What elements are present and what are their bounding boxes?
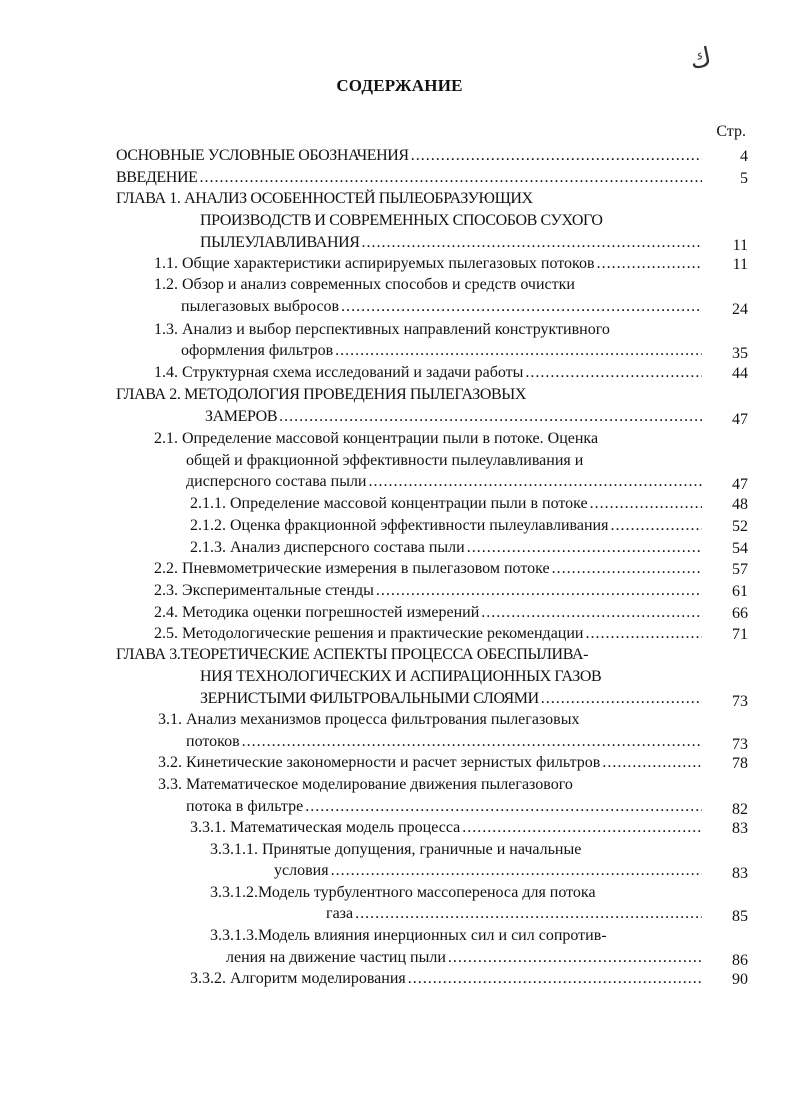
toc-entry-text: 3.3.1.3.Модель влияния инерционных сил и сил сопротив- — [210, 927, 607, 944]
toc-entry-line — [190, 537, 702, 558]
toc-entry-text: 3.3.1. Математическая модель процесса — [190, 819, 461, 836]
toc-entry-text: 3.3.2. Алгоритм моделирования — [190, 970, 406, 987]
toc-entry-text: 3.2. Кинетические закономерности и расчет зернистых фильтров — [158, 754, 601, 771]
dot-leader — [539, 688, 702, 709]
toc-entry-line — [154, 623, 702, 644]
toc-entry-text: 3.1. Анализ механизмов процесса фильтрования пылегазовых — [158, 711, 580, 728]
toc-entry-line — [154, 558, 702, 579]
dot-leader — [608, 515, 702, 536]
toc-page-number: 73 — [732, 693, 748, 710]
toc-page-number: 52 — [732, 518, 748, 535]
toc-entry-line — [200, 232, 702, 253]
toc-entry-text: 3.3.1.1. Принятые допущения, граничные и начальные — [210, 841, 582, 858]
dot-leader — [277, 406, 702, 427]
toc-entry-line — [186, 450, 702, 471]
toc-entry-text: ГЛАВА 3.ТЕОРЕТИЧЕСКИЕ АСПЕКТЫ ПРОЦЕССА ОБЕСПЫЛИВА- — [116, 646, 589, 663]
toc-page-number: 4 — [740, 148, 748, 165]
toc-entry-text: 2.2. Пневмометрические измерения в пылегазовом потоке — [154, 560, 550, 577]
toc-entry-line — [190, 968, 702, 989]
toc-page-number: 24 — [732, 301, 748, 318]
toc-entry-text: 2.4. Методика оценки погрешностей измерений — [154, 604, 480, 621]
dot-leader — [588, 493, 702, 514]
toc-page-number: 78 — [732, 755, 748, 772]
toc-entry-text: ГЛАВА 2. МЕТОДОЛОГИЯ ПРОВЕДЕНИЯ ПЫЛЕГАЗОВЫХ — [116, 386, 527, 403]
toc-entry-text: 1.1. Общие характеристики аспирируемых пылегазовых потоков — [154, 255, 595, 272]
toc-entry-text: ПЫЛЕУЛАВЛИВАНИЯ — [200, 234, 360, 251]
toc-entry-text: 2.1. Определение массовой концентрации пыли в потоке. Оценка — [154, 430, 599, 447]
toc-entry-text: дисперсного состава пыли — [186, 473, 367, 490]
toc-page-number: 47 — [732, 476, 748, 493]
toc-entry-line — [186, 796, 702, 817]
dot-leader — [240, 731, 702, 752]
toc-page-number: 73 — [732, 736, 748, 753]
toc-entry-line — [116, 145, 702, 166]
toc-page-number: 54 — [732, 540, 748, 557]
toc-entry-line — [210, 839, 702, 860]
toc-entry-text: 1.2. Обзор и анализ современных способов и средств очистки — [154, 276, 575, 293]
toc-entry-line — [186, 471, 702, 492]
toc-entry-text: 1.4. Структурная схема исследований и задачи работы — [154, 364, 524, 381]
toc-entry-text: потока в фильтре — [186, 798, 304, 815]
dot-leader — [374, 580, 702, 601]
toc-page-number: 11 — [732, 237, 748, 254]
page-column-header: Стр. — [716, 123, 746, 140]
toc-entry-line — [181, 340, 702, 361]
toc-page-number: 90 — [732, 971, 748, 988]
toc-entry-line — [154, 580, 702, 601]
toc-entry-text: ЗАМЕРОВ — [205, 408, 278, 425]
toc-entry-line — [186, 731, 702, 752]
dot-leader — [329, 860, 702, 881]
page-title: СОДЕРЖАНИЕ — [336, 76, 463, 95]
dot-leader — [339, 296, 702, 317]
toc-entry-text: 2.1.1. Определение массовой концентрации пыли в потоке — [190, 495, 588, 512]
toc-entry-text: 2.1.2. Оценка фракционной эффективности пылеулавливания — [190, 517, 609, 534]
toc-page-number: 83 — [732, 820, 748, 837]
toc-entry-text: НИЯ ТЕХНОЛОГИЧЕСКИХ И АСПИРАЦИОННЫХ ГАЗОВ — [200, 668, 602, 685]
toc-entry-line — [226, 947, 702, 968]
toc-entry-text: потоков — [186, 733, 240, 750]
toc-entry-line — [200, 210, 702, 231]
toc-entry-line — [154, 602, 702, 623]
toc-page-number: 61 — [732, 583, 748, 600]
dot-leader — [353, 903, 702, 924]
dot-leader — [600, 752, 702, 773]
dot-leader — [406, 968, 702, 989]
dot-leader — [550, 558, 702, 579]
dot-leader — [333, 340, 702, 361]
toc-entry-text: 2.5. Методологические решения и практические рекомендации — [154, 625, 584, 642]
toc-page-number: 44 — [732, 365, 748, 382]
toc-page-number: 86 — [732, 952, 748, 969]
toc-entry-line — [154, 428, 702, 449]
toc-entry-line — [200, 688, 702, 709]
dot-leader — [523, 362, 702, 383]
toc-page-number: 82 — [732, 801, 748, 818]
dot-leader — [479, 602, 702, 623]
toc-page-number: 35 — [732, 345, 748, 362]
toc-page-number: 71 — [732, 626, 748, 643]
toc-entry-text: условия — [274, 862, 329, 879]
toc-entry-text: 3.3.1.2.Модель турбулентного массопереноса для потока — [210, 884, 596, 901]
toc-entry-text: 2.1.3. Анализ дисперсного состава пыли — [190, 539, 465, 556]
toc-entry-line — [210, 882, 702, 903]
dot-leader — [409, 145, 702, 166]
dot-leader — [460, 817, 702, 838]
dot-leader — [465, 537, 702, 558]
toc-entry-text: ления на движение частиц пыли — [226, 949, 446, 966]
toc-entry-text: ЗЕРНИСТЫМИ ФИЛЬТРОВАЛЬНЫМИ СЛОЯМИ — [200, 690, 539, 707]
dot-leader — [198, 167, 703, 188]
toc-page-number: 66 — [732, 605, 748, 622]
toc-entry-line — [116, 188, 702, 209]
toc-page-number: 83 — [732, 865, 748, 882]
dot-leader — [583, 623, 702, 644]
toc-page-number: 11 — [732, 256, 748, 273]
toc-entry-line — [190, 493, 702, 514]
toc-page-number: 85 — [732, 908, 748, 925]
toc-entry-line — [154, 274, 702, 295]
toc-entry-line — [154, 253, 702, 274]
toc-entry-text: ВВЕДЕНИЕ — [116, 169, 198, 186]
toc-entry-line — [210, 925, 702, 946]
toc-page-number: 47 — [732, 411, 748, 428]
toc-entry-text: ГЛАВА 1. АНАЛИЗ ОСОБЕННОСТЕЙ ПЫЛЕОБРАЗУЮЩИХ — [116, 190, 533, 207]
toc-page-number: 48 — [732, 496, 748, 513]
toc-entry-text: 2.3. Экспериментальные стенды — [154, 582, 374, 599]
toc-entry-text: общей и фракционной эффективности пылеулавливания и — [186, 452, 584, 469]
dot-leader — [360, 232, 702, 253]
toc-entry-line — [274, 860, 702, 881]
toc-entry-line — [116, 644, 702, 665]
toc-entry-text: 1.3. Анализ и выбор перспективных направлений конструктивного — [154, 321, 610, 338]
toc-entry-text: газа — [326, 905, 354, 922]
toc-entry-line — [190, 515, 702, 536]
toc-entry-line — [158, 752, 702, 773]
toc-entry-line — [154, 319, 702, 340]
dot-leader — [303, 796, 702, 817]
toc-entry-text: оформления фильтров — [181, 342, 334, 359]
toc-entry-line — [326, 903, 702, 924]
toc-entry-line — [154, 362, 702, 383]
toc-entry-line — [116, 384, 702, 405]
dot-leader — [446, 947, 702, 968]
toc-entry-line — [116, 167, 702, 188]
handwritten-page-mark: ك — [687, 42, 715, 76]
toc-entry-text: пылегазовых выбросов — [181, 298, 340, 315]
toc-entry-line — [205, 406, 702, 427]
dot-leader — [367, 471, 703, 492]
toc-page-number: 5 — [740, 170, 748, 187]
toc-page-number: 57 — [732, 561, 748, 578]
dot-leader — [595, 253, 702, 274]
toc-entry-line — [158, 774, 702, 795]
toc-entry-text: ОСНОВНЫЕ УСЛОВНЫЕ ОБОЗНАЧЕНИЯ — [116, 147, 409, 164]
toc-entry-text: 3.3. Математическое моделирование движения пылегазового — [158, 776, 573, 793]
toc-entry-text: ПРОИЗВОДСТВ И СОВРЕМЕННЫХ СПОСОБОВ СУХОГО — [200, 212, 603, 229]
toc-entry-line — [181, 296, 702, 317]
toc-entry-line — [200, 666, 702, 687]
toc-entry-line — [158, 709, 702, 730]
toc-entry-line — [190, 817, 702, 838]
